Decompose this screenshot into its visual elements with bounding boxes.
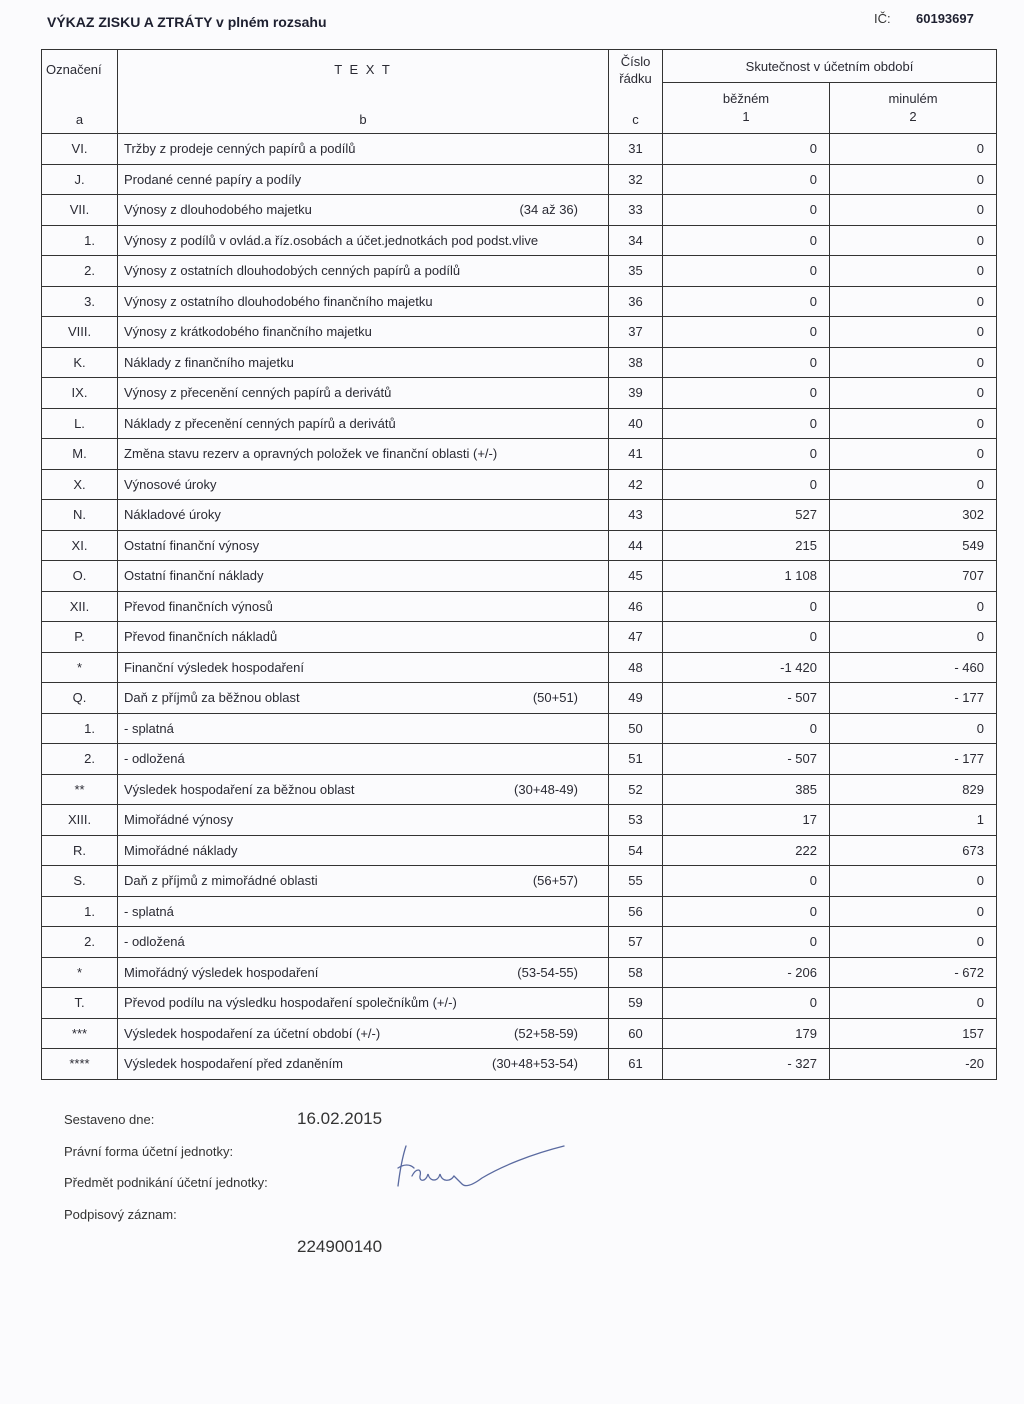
row-code: VIII.: [42, 317, 118, 348]
row-current-value: 0: [663, 988, 830, 1019]
row-current-value: 0: [663, 164, 830, 195]
row-current-value: 0: [663, 256, 830, 287]
row-line-number: 45: [609, 561, 663, 592]
header-num-2: 2: [909, 109, 917, 125]
row-current-value: 1 108: [663, 561, 830, 592]
row-code: T.: [42, 988, 118, 1019]
table-row: [42, 225, 997, 256]
row-line-number: 38: [609, 347, 663, 378]
table-row: [42, 469, 997, 500]
row-text-cell: [118, 866, 609, 897]
header-minulem: [830, 83, 997, 134]
table-row: [42, 286, 997, 317]
header-skutecnost-label: Skutečnost v účetním období: [745, 58, 914, 74]
row-previous-value: 0: [830, 988, 997, 1019]
row-line-number: 61: [609, 1049, 663, 1080]
row-current-value: 0: [663, 195, 830, 226]
row-current-value: 0: [663, 286, 830, 317]
row-code: M.: [42, 439, 118, 470]
row-current-value: 0: [663, 347, 830, 378]
row-current-value: 222: [663, 835, 830, 866]
row-text-cell: [118, 378, 609, 409]
row-text: Ostatní finanční výnosy: [124, 537, 260, 553]
row-previous-value: 0: [830, 591, 997, 622]
title-main: VÝKAZ ZISKU A ZTRÁTY: [47, 14, 213, 30]
row-text: Náklady z finančního majetku: [124, 354, 294, 370]
row-code: R.: [42, 835, 118, 866]
row-text: Ostatní finanční náklady: [124, 568, 264, 584]
row-line-number: 51: [609, 744, 663, 775]
row-code: XII.: [42, 591, 118, 622]
row-text: - splatná: [124, 720, 174, 736]
row-current-value: - 507: [663, 683, 830, 714]
row-code: O.: [42, 561, 118, 592]
row-line-number: 59: [609, 988, 663, 1019]
table-row: [42, 195, 997, 226]
row-current-value: 179: [663, 1018, 830, 1049]
row-text: Výnosy z ostatního dlouhodobého finančního majetku: [124, 293, 433, 309]
row-text-cell: [118, 439, 609, 470]
row-text: Finanční výsledek hospodaření: [124, 659, 304, 675]
row-code: Q.: [42, 683, 118, 714]
table-row: [42, 347, 997, 378]
row-line-number: 49: [609, 683, 663, 714]
row-code: K.: [42, 347, 118, 378]
table-row: [42, 713, 997, 744]
row-text-cell: [118, 774, 609, 805]
row-line-number: 41: [609, 439, 663, 470]
row-previous-value: 0: [830, 286, 997, 317]
row-text: Daň z příjmů z mimořádné oblasti: [124, 873, 318, 889]
row-text-cell: [118, 195, 609, 226]
income-statement-table: [41, 49, 997, 1080]
row-line-number: 43: [609, 500, 663, 531]
row-code: 2.: [42, 256, 118, 287]
row-code: IX.: [42, 378, 118, 409]
row-line-number: 35: [609, 256, 663, 287]
row-previous-value: 0: [830, 439, 997, 470]
row-formula: (56+57): [532, 873, 578, 889]
row-line-number: 55: [609, 866, 663, 897]
row-text-cell: [118, 1018, 609, 1049]
table-row: [42, 500, 997, 531]
row-previous-value: 0: [830, 225, 997, 256]
row-current-value: 0: [663, 896, 830, 927]
ico-value: 60193697: [916, 11, 974, 26]
row-line-number: 34: [609, 225, 663, 256]
row-previous-value: 0: [830, 927, 997, 958]
row-text-cell: [118, 896, 609, 927]
header-text: [118, 50, 609, 134]
header-oznaceni: [42, 50, 118, 134]
row-current-value: 0: [663, 591, 830, 622]
row-line-number: 58: [609, 957, 663, 988]
row-text: Nákladové úroky: [124, 507, 221, 523]
row-text: Převod podílu na výsledku hospodaření společníkům (+/-): [124, 995, 457, 1011]
row-text: Převod finančních nákladů: [124, 629, 278, 645]
header-cislo-radku-label: Číslo řádku: [619, 54, 652, 86]
row-text-cell: [118, 561, 609, 592]
row-previous-value: 0: [830, 622, 997, 653]
header-letter-b: b: [359, 112, 367, 127]
sestaveno-date: 16.02.2015: [297, 1109, 383, 1128]
row-line-number: 40: [609, 408, 663, 439]
row-text: Převod finančních výnosů: [124, 598, 273, 614]
row-code: 3.: [42, 286, 118, 317]
row-previous-value: 829: [830, 774, 997, 805]
row-text: Výnosy z podílů v ovlád.a říz.osobách a účet.jednotkách pod podst.vlive: [124, 232, 539, 248]
row-previous-value: -20: [830, 1049, 997, 1080]
row-text-cell: [118, 164, 609, 195]
row-code: 1.: [42, 713, 118, 744]
row-text: - odložená: [124, 751, 185, 767]
row-text-cell: [118, 835, 609, 866]
row-line-number: 31: [609, 134, 663, 165]
row-text-cell: [118, 408, 609, 439]
row-current-value: - 507: [663, 744, 830, 775]
row-text: Náklady z přecenění cenných papírů a derivátů: [124, 415, 396, 431]
row-line-number: 54: [609, 835, 663, 866]
row-line-number: 50: [609, 713, 663, 744]
row-text: Tržby z prodeje cenných papírů a podílů: [124, 141, 356, 157]
row-line-number: 56: [609, 896, 663, 927]
row-text: Výnosy z ostatních dlouhodobých cenných papírů a podílů: [124, 263, 461, 279]
row-code: J.: [42, 164, 118, 195]
row-code: *: [42, 957, 118, 988]
table-row: [42, 988, 997, 1019]
row-formula: (34 až 36): [519, 202, 578, 218]
row-previous-value: - 672: [830, 957, 997, 988]
row-current-value: 0: [663, 866, 830, 897]
row-previous-value: 549: [830, 530, 997, 561]
header-num-1: 1: [742, 109, 750, 125]
row-current-value: 0: [663, 469, 830, 500]
row-text-cell: [118, 652, 609, 683]
table-row: [42, 561, 997, 592]
row-previous-value: 157: [830, 1018, 997, 1049]
row-formula: (30+48+53-54): [491, 1056, 578, 1072]
row-previous-value: 0: [830, 713, 997, 744]
row-code: X.: [42, 469, 118, 500]
row-text-cell: [118, 622, 609, 653]
row-line-number: 46: [609, 591, 663, 622]
row-current-value: 215: [663, 530, 830, 561]
row-current-value: - 206: [663, 957, 830, 988]
row-text: Výnosy z dlouhodobého majetku: [124, 202, 312, 218]
table-row: [42, 927, 997, 958]
table-row: [42, 774, 997, 805]
row-line-number: 39: [609, 378, 663, 409]
row-previous-value: - 460: [830, 652, 997, 683]
row-previous-value: - 177: [830, 683, 997, 714]
row-code: ****: [42, 1049, 118, 1080]
row-code: XIII.: [42, 805, 118, 836]
row-text-cell: [118, 927, 609, 958]
row-text: Výsledek hospodaření za běžnou oblast: [124, 781, 355, 797]
row-text-cell: [118, 591, 609, 622]
row-text-cell: [118, 500, 609, 531]
table-row: [42, 530, 997, 561]
row-current-value: 0: [663, 622, 830, 653]
row-current-value: 0: [663, 439, 830, 470]
row-current-value: 385: [663, 774, 830, 805]
row-previous-value: 673: [830, 835, 997, 866]
row-current-value: 0: [663, 225, 830, 256]
sestaveno-label: Sestaveno dne:: [64, 1112, 155, 1127]
row-formula: (52+58-59): [514, 1025, 578, 1041]
row-text: Výsledek hospodaření před zdaněním: [124, 1056, 343, 1072]
row-code: L.: [42, 408, 118, 439]
row-text-cell: [118, 469, 609, 500]
table-row: [42, 134, 997, 165]
row-text-cell: [118, 683, 609, 714]
row-current-value: 0: [663, 408, 830, 439]
pravni-forma-label: Právní forma účetní jednotky:: [64, 1144, 234, 1159]
row-previous-value: 1: [830, 805, 997, 836]
row-previous-value: 0: [830, 469, 997, 500]
table-row: [42, 256, 997, 287]
row-current-value: -1 420: [663, 652, 830, 683]
row-previous-value: 707: [830, 561, 997, 592]
row-previous-value: 0: [830, 195, 997, 226]
table-row: [42, 317, 997, 348]
table-row: [42, 835, 997, 866]
row-text: Mimořádný výsledek hospodaření: [124, 964, 319, 980]
header-text-label: T E X T: [334, 62, 392, 77]
document-title: [47, 14, 327, 30]
row-current-value: 17: [663, 805, 830, 836]
podpisovy-zaznam-label: Podpisový záznam:: [64, 1207, 177, 1222]
row-text-cell: [118, 347, 609, 378]
table-row: [42, 1018, 997, 1049]
row-text-cell: [118, 256, 609, 287]
row-text-cell: [118, 530, 609, 561]
row-line-number: 60: [609, 1018, 663, 1049]
row-code: N.: [42, 500, 118, 531]
row-previous-value: 0: [830, 896, 997, 927]
table-row: [42, 408, 997, 439]
row-text: - splatná: [124, 903, 174, 919]
table-row: [42, 866, 997, 897]
row-text: Výnosy z přecenění cenných papírů a derivátů: [124, 385, 392, 401]
row-previous-value: 0: [830, 256, 997, 287]
row-current-value: 0: [663, 927, 830, 958]
row-line-number: 53: [609, 805, 663, 836]
row-current-value: 527: [663, 500, 830, 531]
predmet-podnikani-label: Předmět podnikání účetní jednotky:: [64, 1175, 268, 1190]
row-text-cell: [118, 134, 609, 165]
row-code: VI.: [42, 134, 118, 165]
table-row: [42, 957, 997, 988]
row-previous-value: 0: [830, 134, 997, 165]
row-text: Výsledek hospodaření za účetní období (+/-): [124, 1025, 381, 1041]
row-text-cell: [118, 286, 609, 317]
row-previous-value: 0: [830, 866, 997, 897]
header-oznaceni-label: Označení: [46, 62, 102, 77]
table-row: [42, 652, 997, 683]
row-previous-value: 0: [830, 317, 997, 348]
row-previous-value: 0: [830, 408, 997, 439]
row-code: 1.: [42, 896, 118, 927]
row-code: 2.: [42, 744, 118, 775]
row-text-cell: [118, 744, 609, 775]
row-formula: (53-54-55): [517, 964, 578, 980]
table-row: [42, 622, 997, 653]
row-code: P.: [42, 622, 118, 653]
row-line-number: 52: [609, 774, 663, 805]
row-previous-value: - 177: [830, 744, 997, 775]
row-line-number: 42: [609, 469, 663, 500]
row-line-number: 57: [609, 927, 663, 958]
row-current-value: 0: [663, 378, 830, 409]
row-formula: (50+51): [532, 690, 578, 706]
row-line-number: 36: [609, 286, 663, 317]
ico-label: IČ:: [874, 11, 891, 26]
row-previous-value: 0: [830, 378, 997, 409]
registration-number: 224900140: [297, 1237, 383, 1256]
table-row: [42, 896, 997, 927]
row-code: S.: [42, 866, 118, 897]
row-text-cell: [118, 713, 609, 744]
table-row: [42, 439, 997, 470]
title-suffix: v plném rozsahu: [212, 14, 327, 30]
row-previous-value: 0: [830, 164, 997, 195]
table-row: [42, 378, 997, 409]
handwritten-signature: [392, 1138, 567, 1200]
row-current-value: - 327: [663, 1049, 830, 1080]
row-line-number: 32: [609, 164, 663, 195]
row-previous-value: 302: [830, 500, 997, 531]
row-text-cell: [118, 225, 609, 256]
row-formula: (30+48-49): [514, 781, 578, 797]
header-letter-c: c: [632, 112, 639, 127]
row-text-cell: [118, 957, 609, 988]
row-text-cell: [118, 317, 609, 348]
row-text-cell: [118, 988, 609, 1019]
row-text: Daň z příjmů za běžnou oblast: [124, 690, 300, 706]
row-text-cell: [118, 805, 609, 836]
row-current-value: 0: [663, 134, 830, 165]
table-row: [42, 164, 997, 195]
row-text-cell: [118, 1049, 609, 1080]
row-code: **: [42, 774, 118, 805]
row-text: Výnosové úroky: [124, 476, 217, 492]
row-line-number: 48: [609, 652, 663, 683]
row-current-value: 0: [663, 317, 830, 348]
row-code: VII.: [42, 195, 118, 226]
header-cislo-radku: [609, 50, 663, 134]
row-code: XI.: [42, 530, 118, 561]
row-line-number: 33: [609, 195, 663, 226]
row-code: *: [42, 652, 118, 683]
row-line-number: 37: [609, 317, 663, 348]
table-row: [42, 744, 997, 775]
header-skutecnost: [663, 50, 997, 83]
row-line-number: 47: [609, 622, 663, 653]
row-text: Výnosy z krátkodobého finančního majetku: [124, 324, 372, 340]
row-text: - odložená: [124, 934, 185, 950]
row-current-value: 0: [663, 713, 830, 744]
header-beznem: [663, 83, 830, 134]
row-code: 1.: [42, 225, 118, 256]
table-row: [42, 805, 997, 836]
table-row: [42, 683, 997, 714]
row-previous-value: 0: [830, 347, 997, 378]
table-row: [42, 591, 997, 622]
row-text: Prodané cenné papíry a podíly: [124, 171, 302, 187]
row-text: Mimořádné výnosy: [124, 812, 234, 828]
header-letter-a: a: [75, 112, 84, 127]
table-row: [42, 1049, 997, 1080]
row-text: Mimořádné náklady: [124, 842, 238, 858]
row-code: 2.: [42, 927, 118, 958]
row-text: Změna stavu rezerv a opravných položek ve finanční oblasti (+/-): [124, 446, 498, 462]
header-beznem-label: běžném: [722, 91, 770, 107]
header-minulem-label: minulém: [888, 91, 938, 107]
row-code: ***: [42, 1018, 118, 1049]
row-line-number: 44: [609, 530, 663, 561]
